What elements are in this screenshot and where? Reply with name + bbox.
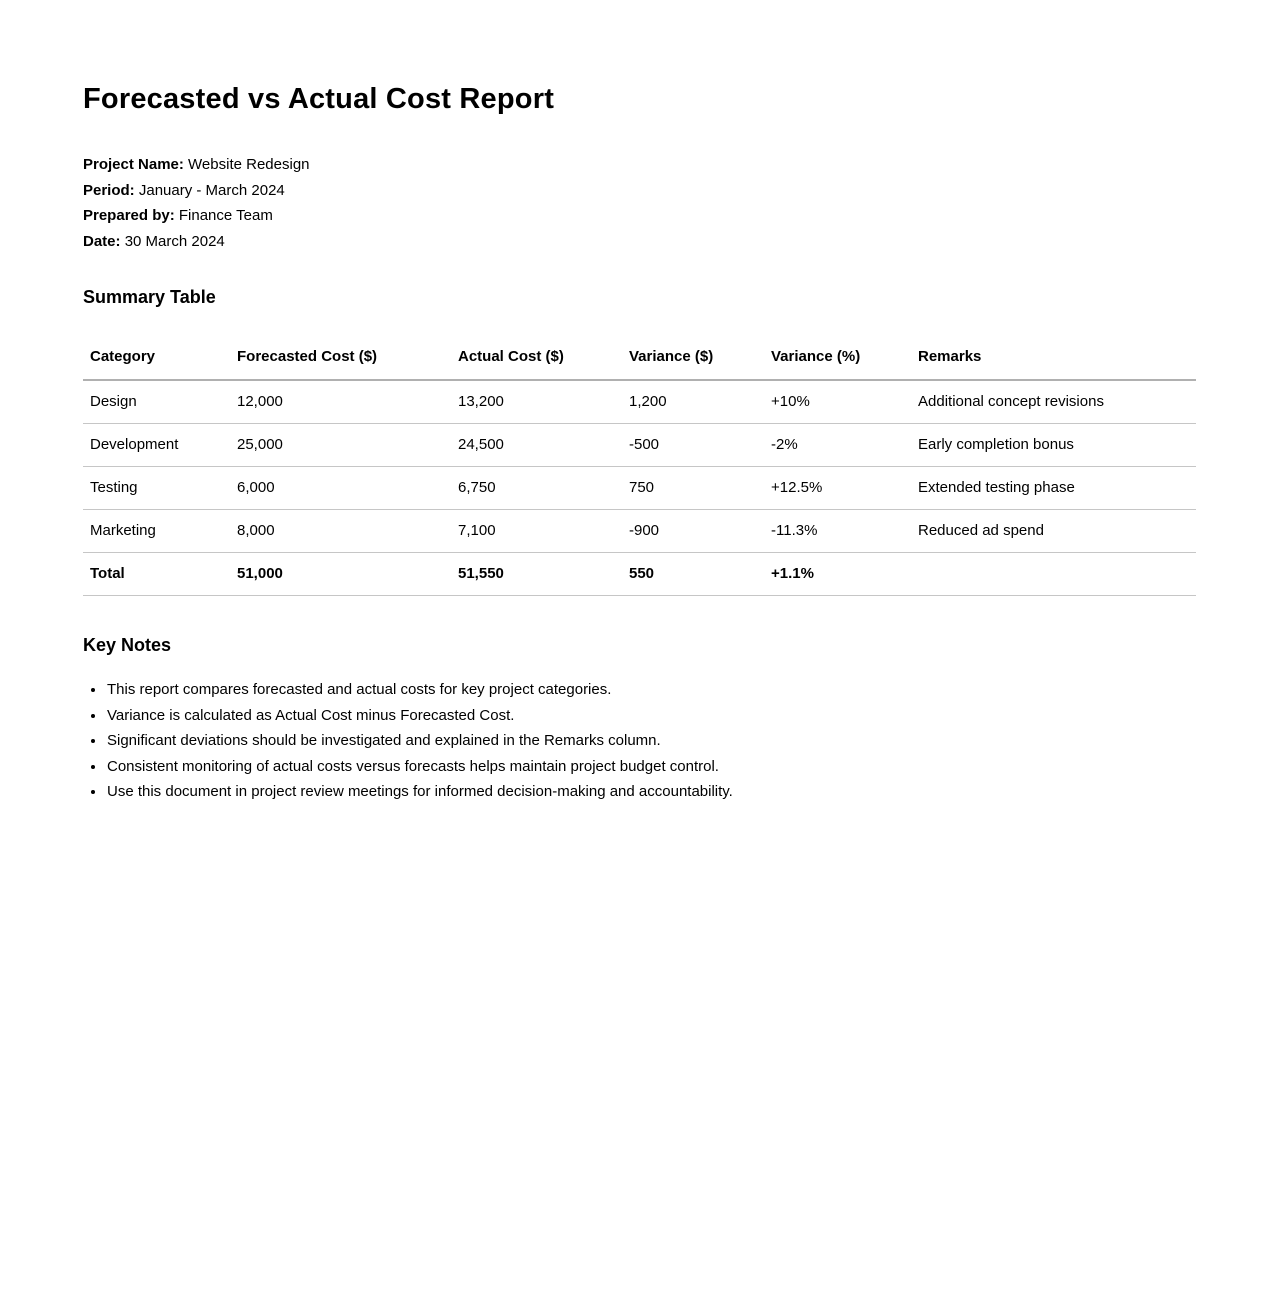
cell-category: Marketing — [83, 510, 230, 553]
meta-date — [83, 229, 1196, 255]
summary-table-heading: Summary Table — [83, 287, 216, 307]
table-header-row — [83, 349, 1196, 380]
cell-variance-pct: +12.5% — [764, 467, 911, 510]
cell-variance-usd: 550 — [622, 553, 764, 596]
cell-variance-pct: -11.3% — [764, 510, 911, 553]
cell-remarks: Additional concept revisions — [911, 380, 1196, 424]
column-header-category: Category — [83, 349, 230, 380]
cell-variance-pct: +1.1% — [764, 553, 911, 596]
column-header-variance-pct: Variance (%) — [764, 349, 911, 380]
table-row-total — [83, 553, 1196, 596]
cell-actual: 6,750 — [451, 467, 622, 510]
cell-actual: 51,550 — [451, 553, 622, 596]
key-notes-list — [83, 677, 1196, 805]
table-row-design — [83, 380, 1196, 424]
page-title: Forecasted vs Actual Cost Report — [83, 83, 555, 115]
meta-date-value: 30 March 2024 — [124, 232, 225, 250]
cell-variance-usd: -900 — [622, 510, 764, 553]
meta-prepared-by — [83, 203, 1196, 229]
cell-category: Development — [83, 424, 230, 467]
key-note-item: • Significant deviations should be investigated and explained in the Remarks column. — [106, 728, 1196, 754]
meta-prepared-by-value: Finance Team — [178, 207, 273, 224]
cell-actual: 7,100 — [451, 510, 622, 553]
key-notes-heading: Key Notes — [83, 635, 172, 655]
cell-variance-usd: -500 — [622, 424, 764, 467]
cell-variance-pct: +10% — [764, 380, 911, 424]
cell-forecasted: 12,000 — [230, 380, 451, 424]
column-header-forecasted: Forecasted Cost ($) — [230, 349, 451, 380]
cell-remarks: Extended testing phase — [911, 467, 1196, 510]
meta-project-name — [83, 152, 1196, 178]
cell-category: Design — [83, 380, 230, 424]
column-header-remarks: Remarks — [911, 349, 1196, 380]
cell-actual: 13,200 — [451, 380, 622, 424]
meta-date-label: Date: — [83, 232, 121, 250]
cell-category: Testing — [83, 467, 230, 510]
key-note-item: • Variance is calculated as Actual Cost minus Forecasted Cost. — [106, 703, 1196, 729]
cell-actual: 24,500 — [451, 424, 622, 467]
meta-period-label: Period: — [83, 181, 135, 199]
meta-period — [83, 178, 1196, 204]
meta-prepared-by-label: Prepared by: — [83, 207, 175, 224]
meta-project-name-label: Project Name: — [83, 156, 184, 173]
column-header-variance-usd: Variance ($) — [622, 349, 764, 380]
column-header-actual: Actual Cost ($) — [451, 349, 622, 380]
cell-variance-pct: -2% — [764, 424, 911, 467]
cell-forecasted: 51,000 — [230, 553, 451, 596]
summary-table — [83, 349, 1196, 596]
cell-category: Total — [83, 553, 230, 596]
report-meta — [83, 152, 1196, 254]
cell-forecasted: 8,000 — [230, 510, 451, 553]
cell-remarks: Early completion bonus — [911, 424, 1196, 467]
key-note-item: • Consistent monitoring of actual costs versus forecasts helps maintain project budget control. — [106, 754, 1196, 780]
table-row-development — [83, 424, 1196, 467]
table-row-marketing — [83, 510, 1196, 553]
cell-forecasted: 25,000 — [230, 424, 451, 467]
cell-remarks: Reduced ad spend — [911, 510, 1196, 553]
key-note-item: • Use this document in project review meetings for informed decision-making and accountability. — [106, 779, 1196, 805]
cell-forecasted: 6,000 — [230, 467, 451, 510]
cell-variance-usd: 1,200 — [622, 380, 764, 424]
meta-project-name-value: Website Redesign — [188, 156, 310, 173]
table-row-testing — [83, 467, 1196, 510]
cell-variance-usd: 750 — [622, 467, 764, 510]
meta-period-value: January - March 2024 — [138, 181, 285, 199]
key-note-item: • This report compares forecasted and actual costs for key project categories. — [106, 677, 1196, 703]
cell-remarks — [911, 553, 1196, 596]
